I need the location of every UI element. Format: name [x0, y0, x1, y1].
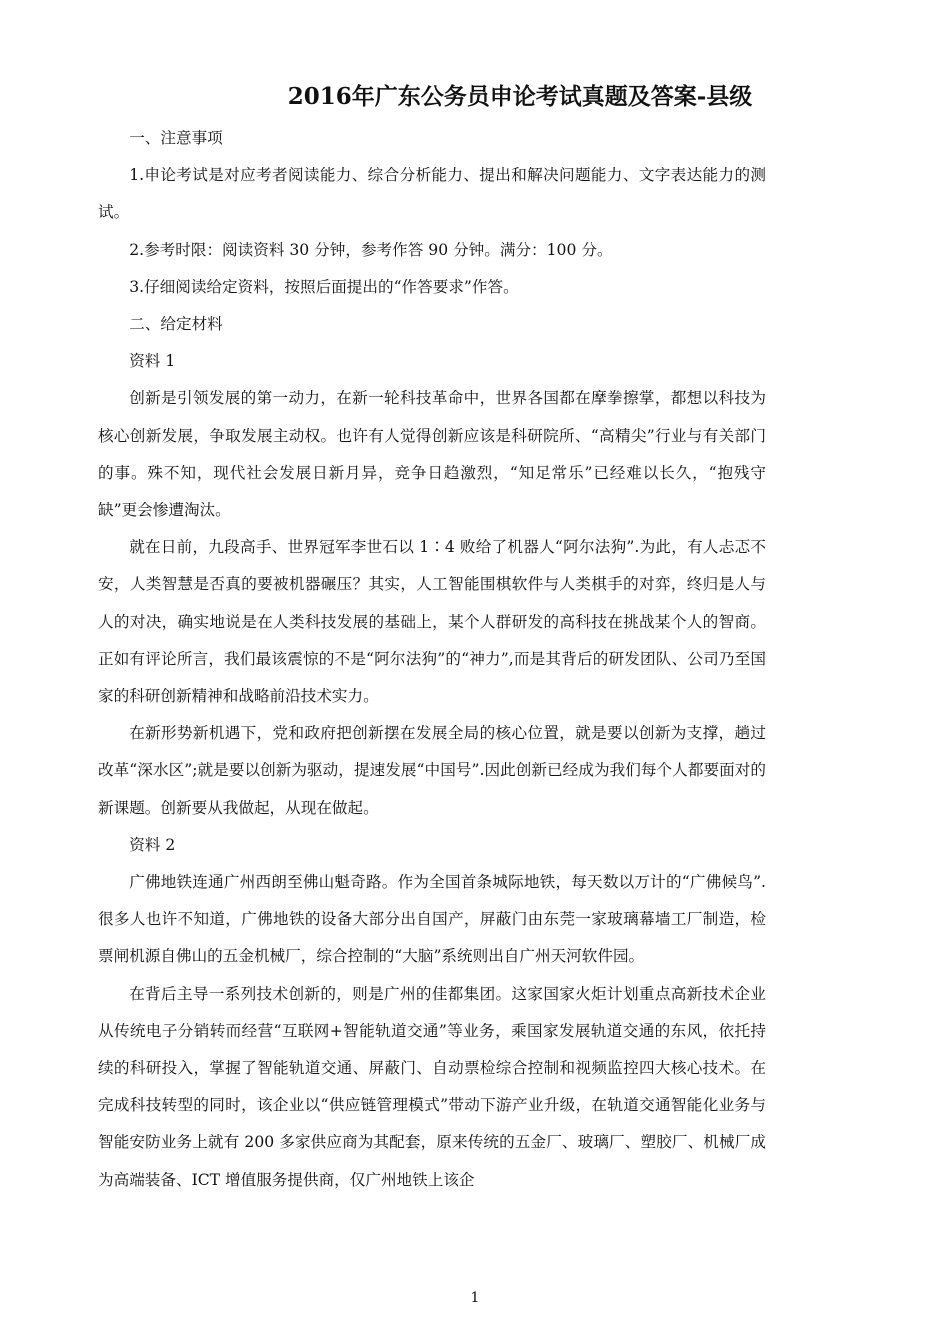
- material-2-paragraph-1: 广佛地铁连通广州西朗至佛山魁奇路。作为全国首条城际地铁，每天数以万计的“广佛候鸟”.很多人也许不知道，广佛地铁的设备大部分出自国产，屏蔽门由东莞一家玻璃幕墙工厂制造，检票闸机源自佛山的五金机械厂，综合控制的“大脑”系统则出自广州天河软件园。: [98, 873, 766, 966]
- material-1-paragraph-1: 创新是引领发展的第一动力，在新一轮科技革命中，世界各国都在摩拳擦掌，都想以科技为核心创新发展，争取发展主动权。也许有人觉得创新应该是科研院所、“高精尖”行业与有关部门的事。殊不知，现代社会发展日新月异，竞争日趋激烈，“知足常乐”已经难以长久，“抱残守缺”更会惨遭淘汰。: [98, 389, 766, 520]
- material-2-paragraph-2: 在背后主导一系列技术创新的，则是广州的佳都集团。这家国家火炬计划重点高新技术企业从传统电子分销转而经营“互联网+智能轨道交通”等业务，乘国家发展轨道交通的东风，依托持续的科研投入，掌握了智能轨道交通、屏蔽门、自动票检综合控制和视频监控四大核心技术。在完成科技转型的同时，该企业以“供应链管理模式”带动下游产业升级，在轨道交通智能化业务与智能安防业务上就有 200 多家供应商为其配套，原来传统的五金厂、玻璃厂、塑胶厂、机械厂成为高端装备、ICT 增值服务提供商，仅广州地铁上该企: [98, 984, 766, 1189]
- paragraph-note-1: 1.申论考试是对应考者阅读能力、综合分析能力、提出和解决问题能力、文字表达能力的测试。: [98, 166, 766, 222]
- document-body: [98, 120, 766, 1199]
- material-1-paragraph-2: 就在日前，九段高手、世界冠军李世石以 1∶4 败给了机器人“阿尔法狗”.为此，有人忐忑不安，人类智慧是否真的要被机器碾压？其实，人工智能围棋软件与人类棋手的对弈，终归是人与人的对决，确实地说是在人类科技发展的基础上，某个人群研发的高科技在挑战某个人的智商。正如有评论所言，我们最该震惊的不是“阿尔法狗”的“神力”,而是其背后的研发团队、公司乃至国家的科研创新精神和战略前沿技术实力。: [98, 538, 766, 706]
- document-title: 2016年广东公务员申论考试真题及答案-县级: [287, 83, 753, 110]
- section-heading-materials: 二、给定材料: [129, 315, 223, 334]
- material-1-paragraph-3: 在新形势新机遇下，党和政府把创新摆在发展全局的核心位置，就是要以创新为支撑，趟过改革“深水区”;就是要以创新为驱动，提速发展“中国号”.因此创新已经成为我们每个人都要面对的新课题。创新要从我做起，从现在做起。: [98, 724, 766, 817]
- page-number: 1: [470, 1290, 480, 1306]
- paragraph-note-3: 3.仔细阅读给定资料，按照后面提出的“作答要求”作答。: [129, 277, 519, 296]
- section-heading-notes: 一、注意事项: [129, 129, 223, 147]
- material-1-heading: 资料 1: [129, 352, 176, 371]
- material-2-heading: 资料 2: [129, 835, 176, 854]
- paragraph-note-2: 2.参考时限：阅读资料 30 分钟，参考作答 90 分钟。满分：100 分。: [129, 240, 613, 259]
